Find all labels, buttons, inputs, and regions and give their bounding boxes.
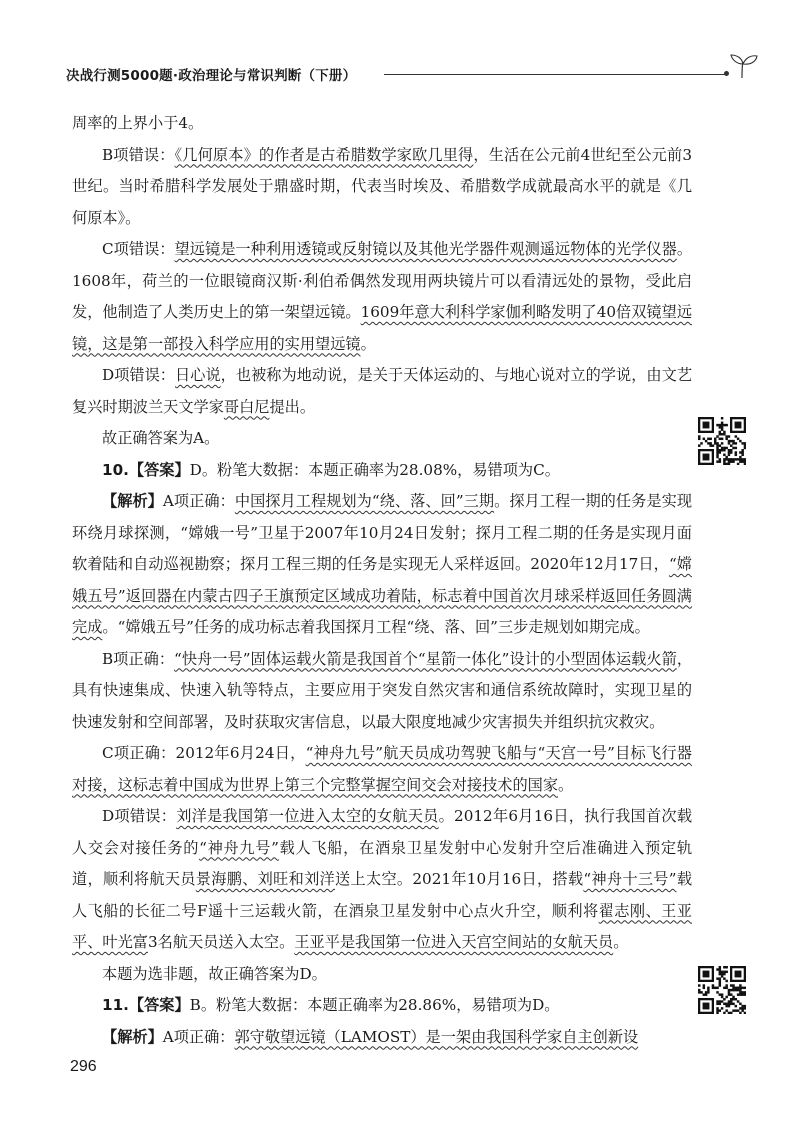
underlined-key-text: 日心说 — [175, 366, 221, 384]
underlined-key-text: 《几何原本》的作者是古希腊数学家欧几里得 — [174, 145, 474, 164]
text-run: 。1608年，荷兰的一位眼镜商汉斯·利伯希偶然发现用两块镜片可以看清远处的景物，受此启发，他制造了人类历史上的第一架望远镜。 — [72, 240, 693, 321]
underlined-key-text: “神舟九号” — [199, 838, 279, 857]
text-run: 故正确答案为A。 — [102, 429, 220, 447]
underlined-key-text: 哥白尼 — [223, 397, 270, 416]
paragraph — [72, 1022, 692, 1054]
qr-code-icon — [698, 966, 746, 1014]
paragraph — [72, 486, 692, 644]
underlined-key-text: “快舟一号”固体运载火箭是我国首个“星箭一体化”设计的小型固体运载火箭 — [174, 649, 677, 668]
text-run: 。2012年6月16日，执行我国首次载人交会对接任务的 — [72, 807, 693, 857]
paragraph — [72, 801, 692, 959]
text-run: D。粉笔大数据：本题正确率为28.08%，易错项为C。 — [189, 460, 560, 479]
underlined-key-text: “嫦娥五号”返回器在内蒙古四子王旗预定区域成功着陆，标志着中国首次月球采样返回任务圆满完成 — [72, 555, 692, 636]
text-run: B项正确： — [102, 649, 175, 668]
answer-label: 【解析】 — [102, 1027, 163, 1046]
text-run: 载人飞船，在酒泉卫星发射中心发射升空后准确进入预定轨道，顺利将航天员 — [72, 838, 693, 888]
text-run: 。 — [558, 775, 574, 794]
paragraph — [72, 455, 692, 487]
underlined-key-text: 中国探月工程规划为“绕、落、回”三期 — [234, 492, 495, 510]
text-run: ，也被称为地动说，是关于天体运动的、与地心说对立的学说，由文艺复兴时期波兰天文学家 — [72, 366, 693, 416]
paragraph — [72, 360, 692, 423]
text-run: ，生活在公元前4世纪至公元前3世纪。当时希腊科学发展处于鼎盛时期，代表当时埃及、希腊数学成就最高水平的就是《几何原本》。 — [72, 145, 692, 227]
page-header — [66, 62, 766, 90]
text-run: 。探月工程一期的任务是实现环绕月球探测，“嫦娥一号”卫星于2007年10月24日发射；探月工程二期的任务是实现月面软着陆和自动巡视勘察；探月工程三期的任务是实现无人采样返回。2020年12月17日， — [72, 492, 693, 573]
text-run: D项错误： — [102, 807, 177, 825]
page-number: 296 — [70, 1058, 97, 1075]
text-run: 载人飞船的长征二号F遥十三运载火箭，在酒泉卫星发射中心点火升空，顺利将 — [72, 870, 693, 920]
answer-label: 10.【答案】 — [102, 460, 190, 479]
underlined-key-text: 王亚平是我国第一位进入天宫空间站的女航天员 — [294, 933, 614, 951]
text-run: 。“嫦娥五号”任务的成功标志着我国探月工程“绕、落、回”三步走规划如期完成。 — [102, 618, 650, 636]
qr-code-icon — [698, 417, 746, 465]
header-rule — [384, 74, 726, 75]
underlined-key-text: “神舟十三号” — [583, 870, 677, 888]
text-run: 3名航天员送入太空。 — [147, 933, 295, 951]
paragraph — [72, 234, 692, 360]
paragraph — [72, 423, 692, 455]
underlined-key-text: 1609年意大利科学家伽利略发明了40倍双镜望远镜，这是第一部投入科学应用的实用望远镜 — [72, 303, 693, 353]
underlined-key-text: “神舟九号”航天员成功驾驶飞船与“天宫一号”目标飞行器对接，这标志着中国成为世界上第三个完整掌握空间交会对接技术的国家 — [72, 744, 692, 794]
text-run: B。粉笔大数据：本题正确率为28.86%，易错项为D。 — [189, 996, 560, 1014]
text-run: 。 — [613, 933, 629, 951]
paragraph — [72, 644, 692, 739]
text-run: C项正确：2012年6月24日， — [102, 744, 306, 762]
text-run: 送上太空。2021年10月16日，搭载 — [335, 870, 584, 888]
paragraph — [72, 990, 692, 1022]
answer-label: 【解析】 — [102, 492, 163, 510]
text-run: A项正确： — [162, 1027, 235, 1046]
answer-label: 11.【答案】 — [102, 996, 190, 1014]
text-run: B项错误： — [102, 145, 175, 164]
text-run: 。 — [360, 334, 376, 353]
header-title: 决战行测5000题·政治理论与常识判断（下册） — [66, 68, 357, 84]
underlined-key-text: 刘洋是我国第一位进入太空的女航天员 — [176, 807, 439, 825]
underlined-key-text: 望远镜是一种利用透镜或反射镜以及其他光学器件观测遥远物体的光学仪器 — [174, 240, 677, 258]
underlined-key-text: 翟志刚、王亚平、叶光富 — [72, 901, 692, 951]
underlined-key-text: 郭守敬望远镜（LAMOST）是一架由我国科学家自主创新设 — [234, 1027, 639, 1046]
text-run: D项错误： — [102, 366, 176, 384]
text-run: 提出。 — [269, 397, 315, 416]
paragraph — [72, 140, 692, 235]
text-run: ，具有快速集成、快速入轨等特点，主要应用于突发自然灾害和通信系统故障时，实现卫星的快速发射和空间部署，及时获取灾害信息，以最大限度地减少灾害损失并组织抗灾救灾。 — [72, 649, 692, 731]
document-body — [72, 108, 692, 1053]
underlined-key-text: 景海鹏、刘旺和刘洋 — [195, 870, 336, 888]
text-run: 本题为选非题，故正确答案为D。 — [102, 964, 327, 983]
text-run: C项错误： — [102, 240, 175, 258]
text-run: A项正确： — [162, 492, 235, 510]
paragraph — [72, 959, 692, 991]
text-run: 周率的上界小于4。 — [72, 114, 204, 132]
paragraph — [72, 108, 692, 140]
sprout-leaf-icon — [726, 52, 762, 82]
paragraph — [72, 738, 692, 801]
